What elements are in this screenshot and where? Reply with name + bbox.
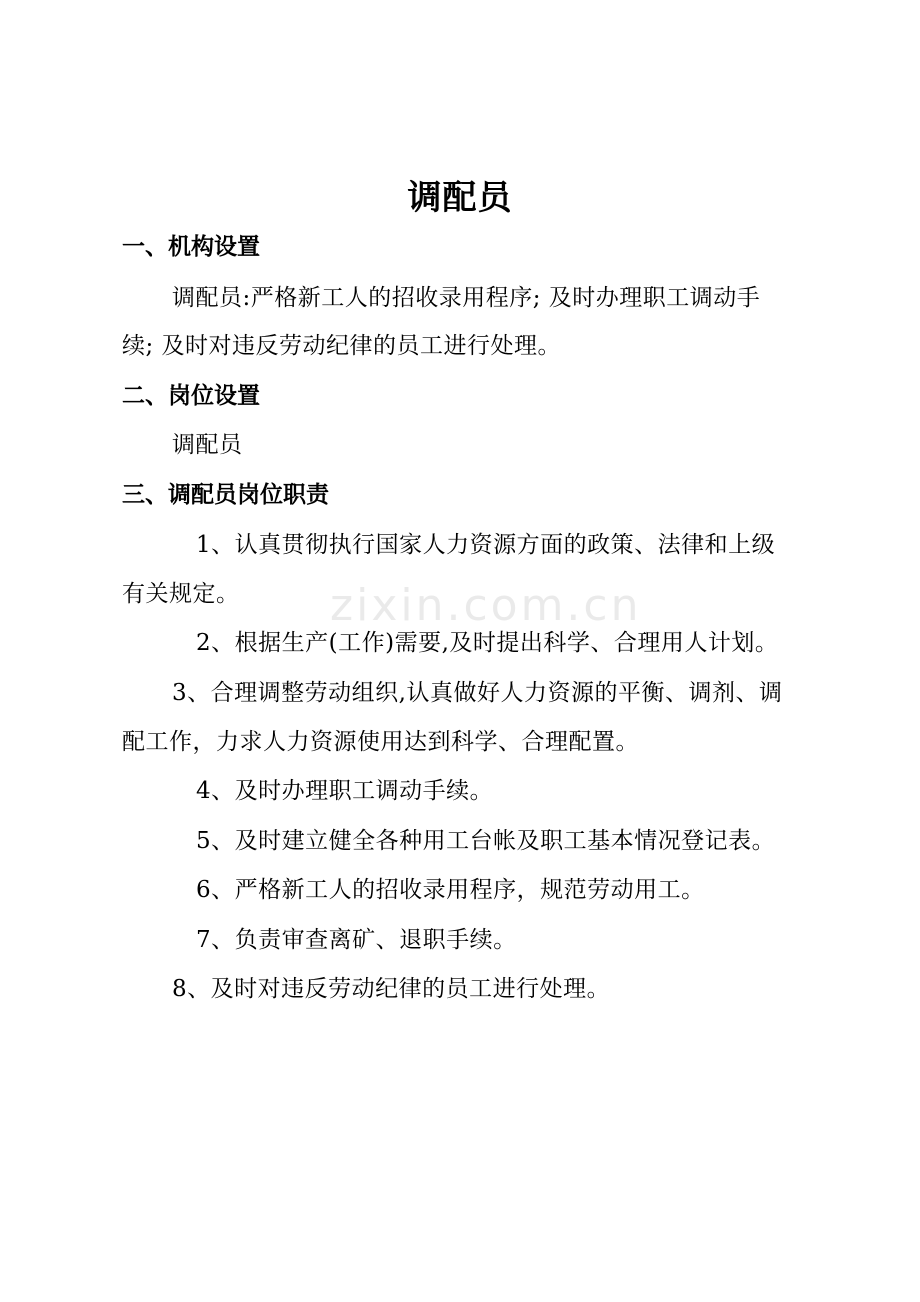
duty-line: 3、合理调整劳动组织,认真做好人力资源的平衡、调剂、调 [172, 680, 783, 706]
paragraph-line: 续; 及时对违反劳动纪律的员工进行处理。 [122, 333, 562, 359]
paragraph-line: 调配员 [172, 432, 243, 458]
watermark-text: zixin.com.cn [330, 580, 642, 631]
duty-line: 1、认真贯彻执行国家人力资源方面的政策、法律和上级 [196, 532, 776, 558]
duty-line: 7、负责审查离矿、退职手续。 [196, 927, 517, 953]
document-title: 调配员 [407, 178, 513, 218]
duty-line: 有关规定。 [122, 581, 240, 607]
duty-line: 5、及时建立健全各种用工台帐及职工基本情况登记表。 [196, 828, 776, 854]
duty-line: 4、及时办理职工调动手续。 [196, 778, 494, 804]
section-heading-organization: 一、机构设置 [122, 234, 260, 260]
section-heading-position: 二、岗位设置 [122, 383, 260, 409]
duty-line: 6、严格新工人的招收录用程序，规范劳动用工。 [196, 877, 705, 903]
paragraph-line: 调配员:严格新工人的招收录用程序; 及时办理职工调动手 [172, 285, 761, 311]
duty-line: 8、及时对违反劳动纪律的员工进行处理。 [172, 976, 611, 1002]
duty-line: 2、根据生产(工作)需要,及时提出科学、合理用人计划。 [196, 630, 779, 656]
section-heading-duties: 三、调配员岗位职责 [122, 482, 329, 508]
duty-line: 配工作，力求人力资源使用达到科学、合理配置。 [122, 729, 639, 755]
